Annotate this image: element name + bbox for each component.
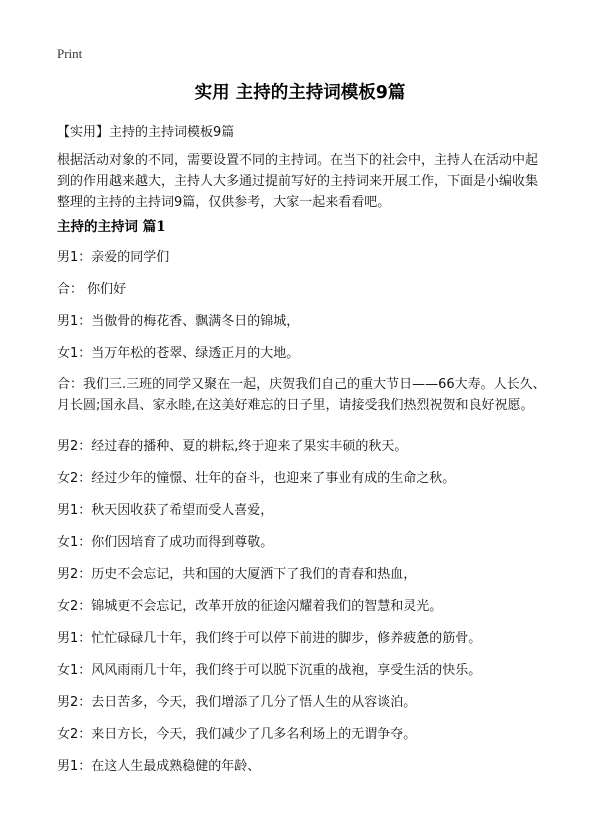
dialogue-line: 男2：经过春的播种、夏的耕耘,终于迎来了果实丰硕的秋天。 xyxy=(57,439,408,454)
dialogue-line: 女1：当万年松的苍翠、绿透正月的大地。 xyxy=(57,346,300,361)
dialogue-line: 女1：风风雨雨几十年，我们终于可以脱下沉重的战袍，享受生活的快乐。 xyxy=(57,663,482,678)
dialogue-line: 女1：你们因培育了成功而得到尊敬。 xyxy=(57,535,274,550)
document-title: 实用 主持的主持词模板9篇 xyxy=(194,83,406,103)
dialogue-line: 男2：历史不会忘记，共和国的大厦洒下了我们的青春和热血， xyxy=(57,567,417,582)
document-subtitle: 【实用】主持的主持词模板9篇 xyxy=(57,125,235,140)
dialogue-line: 男1：忙忙碌碌几十年，我们终于可以停下前进的脚步，修养疲惫的筋骨。 xyxy=(57,631,482,646)
intro-paragraph: 根据活动对象的不同，需要设置不同的主持词。在当下的社会中，主持人在活动中起到的作用越来越大，主持人大多通过提前写好的主持词来开展工作，下面是小编收集整理的主持的主持词9篇，仅供参考，大家一起来看看吧。 xyxy=(57,153,539,210)
dialogue-line: 女2：锦城更不会忘记，改革开放的征途闪耀着我们的智慧和灵光。 xyxy=(57,599,443,614)
dialogue-line: 男1：亲爱的同学们 xyxy=(57,250,170,265)
section-heading: 主持的主持词 篇1 xyxy=(57,219,166,235)
dialogue-line: 男1：当傲骨的梅花香、飘满冬日的锦城， xyxy=(57,314,300,329)
dialogue-line: 合：我们三.三班的同学又聚在一起，庆贺我们自己的重大节日——66大寿。人长久、月长圆;国永昌、家永睦,在这美好难忘的日子里，请接受我们热烈祝贺和良好祝愿。 xyxy=(57,377,546,413)
dialogue-line: 男1：秋天因收获了希望而受人喜爱， xyxy=(57,503,274,518)
dialogue-line: 女2：来日方长，今天，我们减少了几多名利场上的无谓争夺。 xyxy=(57,727,417,742)
dialogue-line: 合： 你们好 xyxy=(57,282,127,297)
dialogue-line: 男1：在这人生最成熟稳健的年龄、 xyxy=(57,759,261,774)
print-label: Print xyxy=(57,46,83,61)
dialogue-line: 男2：去日苦多，今天，我们增添了几分了悟人生的从容谈泊。 xyxy=(57,695,417,710)
dialogue-line: 女2：经过少年的憧憬、壮年的奋斗，也迎来了事业有成的生命之秋。 xyxy=(57,471,456,486)
